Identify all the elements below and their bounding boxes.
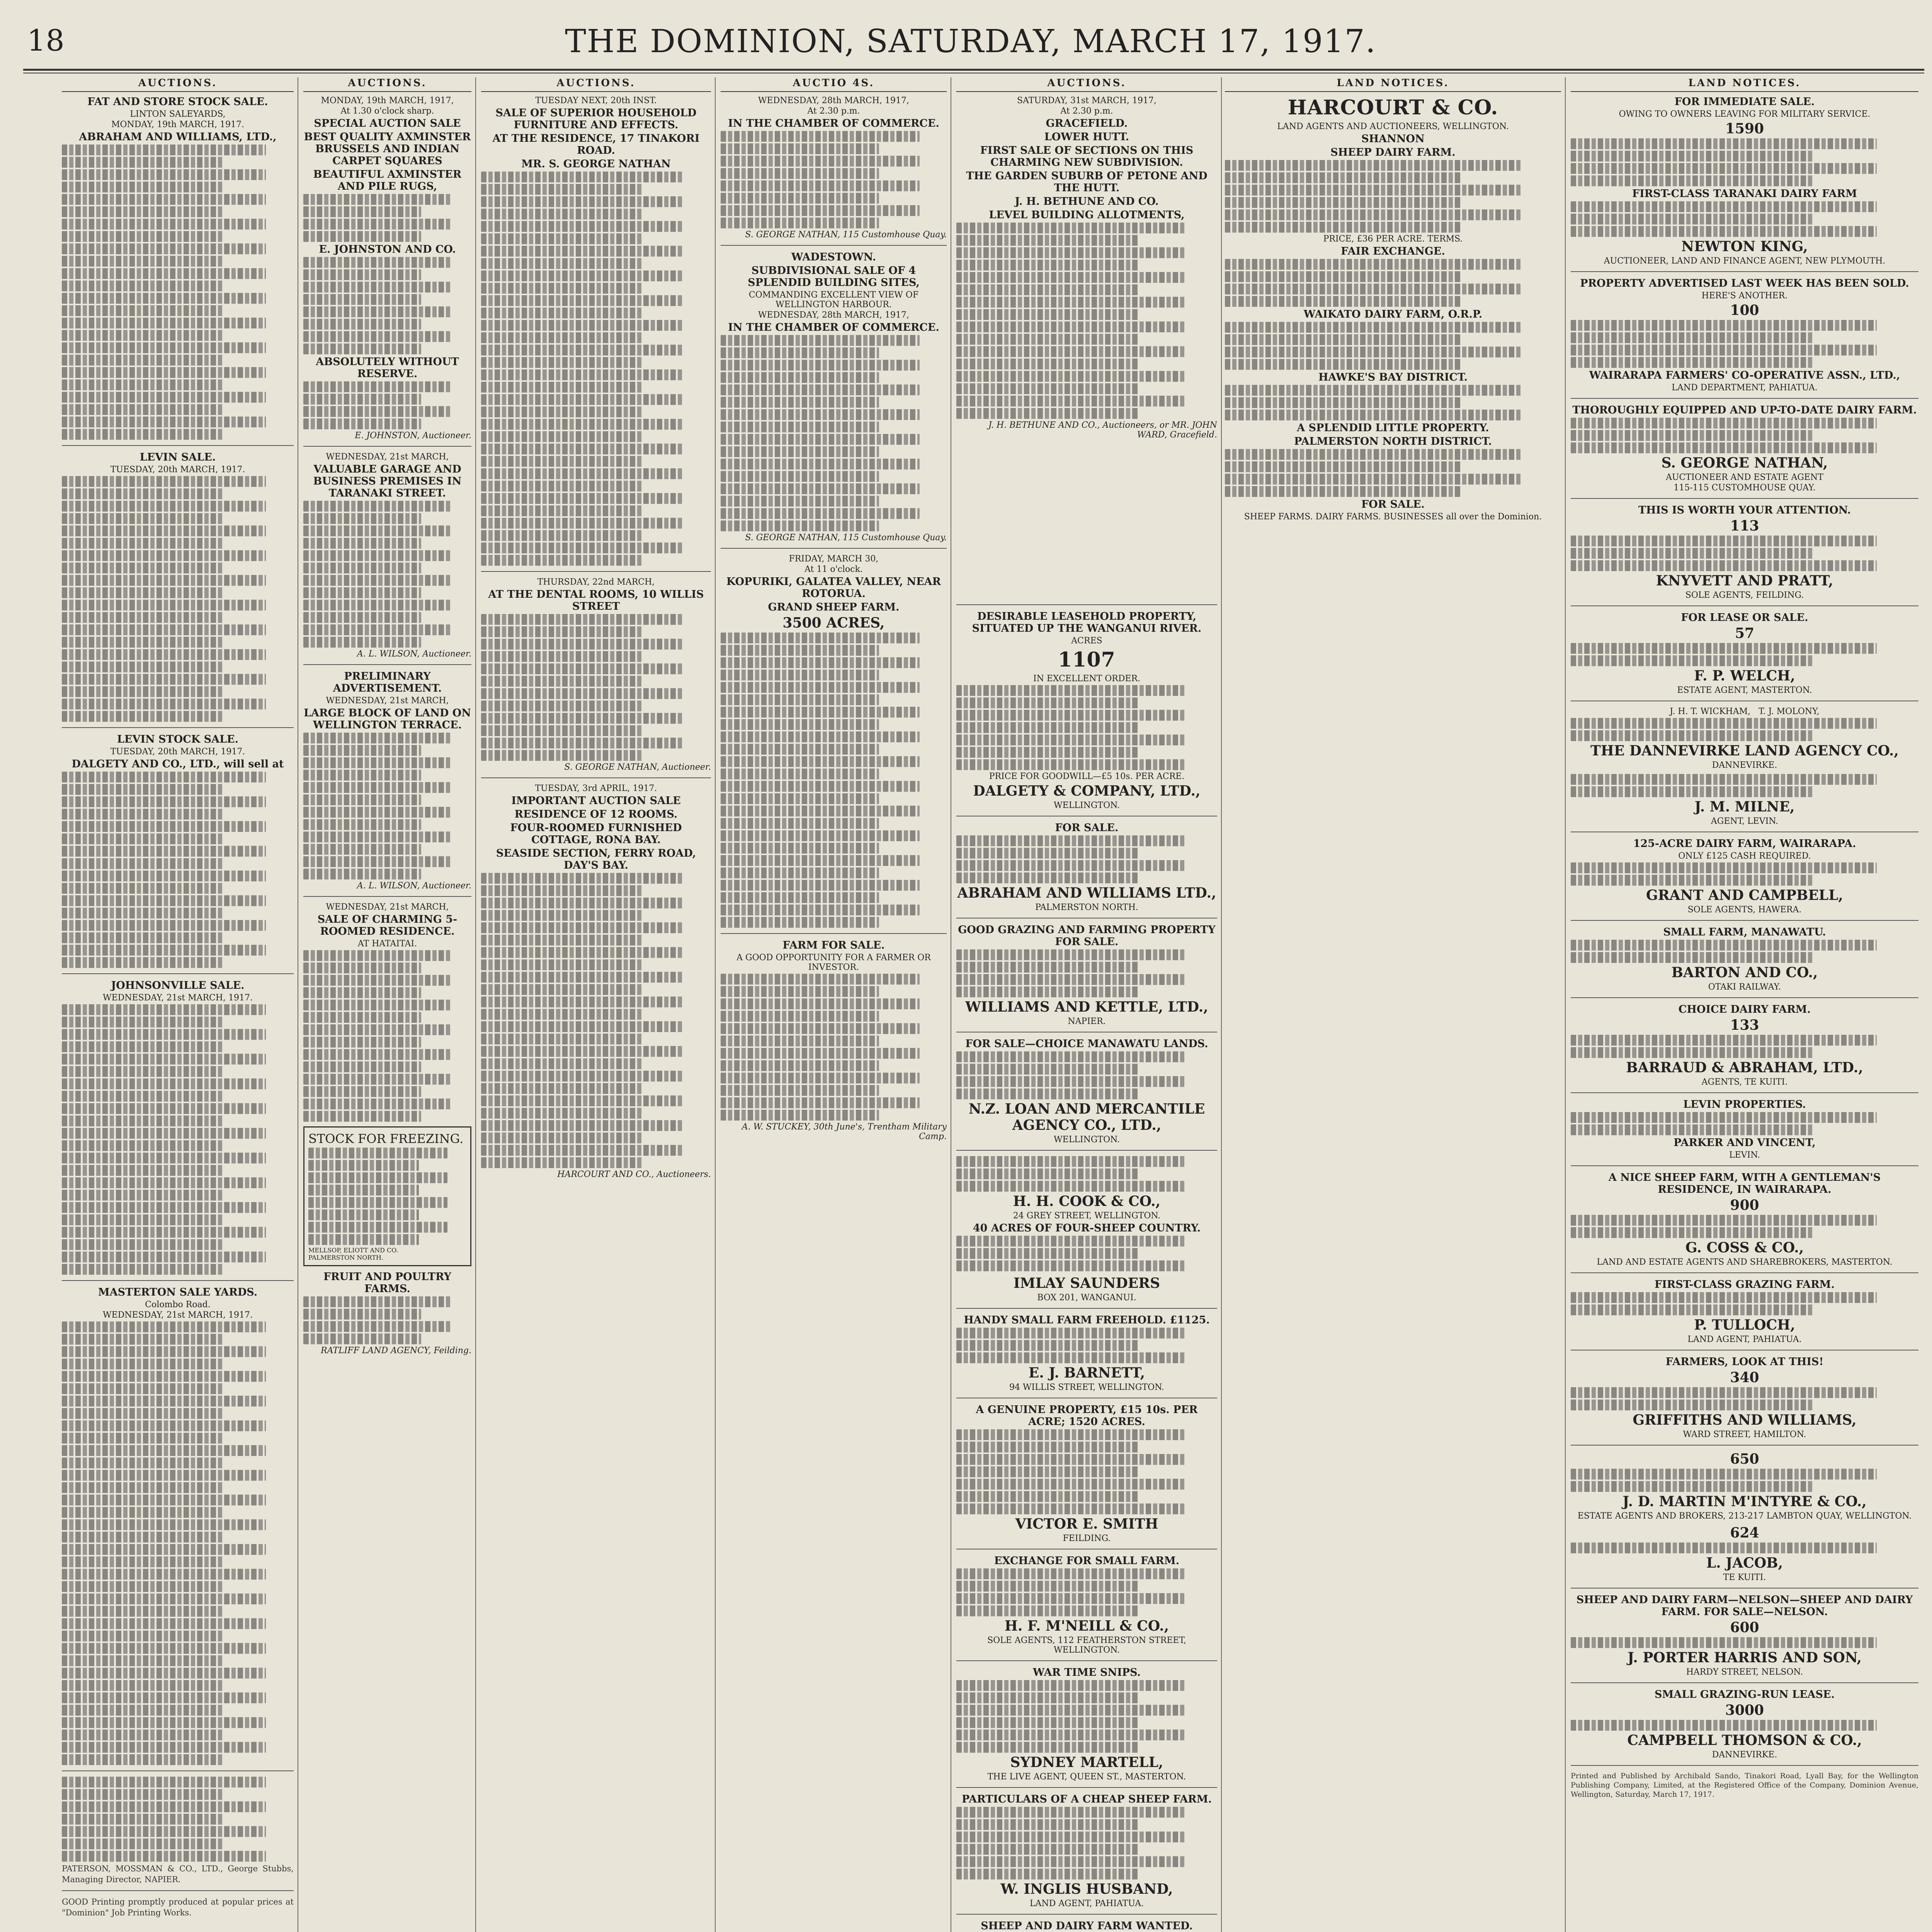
ad-imlay-saunders: IMLAY SAUNDERS BOX 201, WANGANUI.	[1013, 1275, 1160, 1303]
ad-sure-fortune: PATERSON, MOSSMAN & CO., LTD., George Stubbs, Managing Director, NAPIER.	[62, 1777, 294, 1885]
column-auctions-3	[481, 77, 711, 1932]
ad-fruit-poultry: FRUIT AND POULTRY FARMS. RATLIFF LAND AGENCY, Feilding.	[303, 1271, 471, 1355]
imprint: Printed and Published by Archibald Sando, Tinakori Road, Lyall Bay, for the Wellington Publishing Company, Limited, at the Registered Office of the Company, Dominion Avenue, Wellington, Saturday, March 17, 1917.	[1571, 1772, 1918, 1799]
ad-household-furniture: TUESDAY NEXT, 20th INST. SALE OF SUPERIOR HOUSEHOLD FURNITURE AND EFFECTS. AT THE RESIDENCE, 17 TINAKORI ROAD. MR. S. GEORGE NATHAN	[481, 96, 711, 566]
ad-carpet-sale: MONDAY, 19th MARCH, 1917, At 1.30 o'clock sharp. SPECIAL AUCTION SALE BEST QUALITY AXMINSTER BRUSSELS AND INDIAN CARPET SQUARES BEAUTIFUL AXMINSTER AND PILE RUGS, E. JOHNSTON AND CO. ABSOLUTELY WITHOUT RESERVE. E. JOHNSTON, Auctioneer.	[304, 96, 471, 440]
ad-inglis-husband: PARTICULARS OF A CHEAP SHEEP FARM. W. INGLIS HUSBAND, LAND AGENT, PAHIATUA.	[956, 1793, 1217, 1908]
ad-knyvett-pratt: THIS IS WORTH YOUR ATTENTION. 113 KNYVETT AND PRATT, SOLE AGENTS, FEILDING.	[1571, 504, 1918, 600]
ad-orbell: SHEEP AND DAIRY FARM WANTED.	[981, 1920, 1193, 1932]
column-heading: AUCTIONS.	[956, 77, 1217, 92]
ad-fat-store-stock-sale: FAT AND STORE STOCK SALE. LINTON SALEYARDS, MONDAY, 19th MARCH, 1917. ABRAHAM AND WILLIAMS, LTD.,	[62, 96, 294, 440]
column-divider	[475, 77, 476, 1932]
ad-dannevirke-land: J. H. T. WICKHAM, T. J. MOLONY, THE DANNEVIRKE LAND AGENCY CO., DANNEVIRKE.	[1571, 707, 1918, 770]
ad-porter-harris: SHEEP AND DAIRY FARM—NELSON—SHEEP AND DAIRY FARM. FOR SALE—NELSON. 600 J. PORTER HARRIS AND SON, HARDY STREET, NELSON.	[1571, 1594, 1918, 1677]
ad-parker-vincent: LEVIN PROPERTIES. PARKER AND VINCENT, LEVIN.	[1571, 1099, 1918, 1160]
column-land-notices-harcourt	[1225, 77, 1561, 1932]
masthead-rule	[23, 69, 1924, 71]
ad-barraud-abraham: CHOICE DAIRY FARM. 133 BARRAUD & ABRAHAM, LTD., AGENTS, TE KUITI.	[1571, 1003, 1918, 1087]
ad-jm-milne: J. M. MILNE, AGENT, LEVIN.	[1571, 774, 1918, 826]
ad-wadestown: WADESTOWN. SUBDIVISIONAL SALE OF 4 SPLENDID BUILDING SITES, COMMANDING EXCELLENT VIEW OF WELLINGTON HARBOUR. WEDNESDAY, 28th MARCH, 1917, IN THE CHAMBER OF COMMERCE. S. GEORGE NATHAN, 115 Customhouse Quay.	[721, 251, 947, 543]
ad-coss: A NICE SHEEP FARM, WITH A GENTLEMAN'S RESIDENCE, IN WAIRARAPA. 900 G. COSS & CO., LAND AND ESTATE AGENTS AND SHAREBROKERS, MASTERTON.	[1571, 1172, 1918, 1267]
ad-hataitai-residence: WEDNESDAY, 21st MARCH, SALE OF CHARMING 5-ROOMED RESIDENCE. AT HATAITAI.	[303, 902, 471, 1122]
ad-fp-welch: FOR LEASE OR SALE. 57 F. P. WELCH, ESTATE AGENT, MASTERTON.	[1571, 612, 1918, 695]
column-divider	[715, 77, 716, 1932]
column-land-notices-1	[956, 599, 1217, 1932]
ad-chamber-of-commerce: WEDNESDAY, 28th MARCH, 1917, At 2.30 p.m. IN THE CHAMBER OF COMMERCE. S. GEORGE NATHAN, 115 Customhouse Quay.	[721, 96, 947, 240]
column-divider	[1565, 77, 1566, 1932]
ad-martin-mintyre: 650 J. D. MARTIN M'INTYRE & CO., ESTATE AGENTS AND BROKERS, 213-217 LAMBTON QUAY, WELLINGTON.	[1571, 1451, 1918, 1521]
ad-harcourt: HARCOURT & CO. LAND AGENTS AND AUCTIONEERS, WELLINGTON. SHANNON SHEEP DAIRY FARM. PRICE, £36 PER ACRE. TERMS. FAIR EXCHANGE. WAIKATO DAIRY FARM, O.R.P. HAWKE'S BAY DISTRICT. A SPLENDID LITTLE PROPERTY. PALMERSTON NORTH DISTRICT. FOR SALE. SHEEP FARMS. DAIRY FARMS. BUSINESSES all over the Dominion.	[1225, 96, 1561, 522]
ad-johnsonville-sale: JOHNSONVILLE SALE. WEDNESDAY, 21st MARCH, 1917.	[62, 980, 294, 1275]
column-heading: AUCTIONS.	[62, 77, 294, 92]
ad-williams-kettle: GOOD GRAZING AND FARMING PROPERTY FOR SALE. WILLIAMS AND KETTLE, LTD., NAPIER.	[956, 924, 1217, 1026]
ad-george-nathan: THOROUGHLY EQUIPPED AND UP-TO-DATE DAIRY FARM. S. GEORGE NATHAN, AUCTIONEER AND ESTATE AGENT 115-115 CUSTOMHOUSE QUAY.	[1571, 404, 1918, 493]
column-land-notices-2	[1571, 77, 1918, 1932]
column-heading: AUCTIONS.	[481, 77, 711, 92]
ad-griffiths-williams: FARMERS, LOOK AT THIS! 340 GRIFFITHS AND WILLIAMS, WARD STREET, HAMILTON.	[1571, 1356, 1918, 1439]
ad-dental-rooms: THURSDAY, 22nd MARCH, AT THE DENTAL ROOMS, 10 WILLIS STREET S. GEORGE NATHAN, Auctioneer.	[481, 577, 711, 772]
ad-ej-barnett: HANDY SMALL FARM FREEHOLD. £1125. E. J. BARNETT, 94 WILLIS STREET, WELLINGTON.	[956, 1314, 1217, 1392]
ad-nz-loan: FOR SALE—CHOICE MANAWATU LANDS. N.Z. LOAN AND MERCANTILE AGENCY CO., LTD., WELLINGTON.	[956, 1038, 1217, 1145]
ad-residence-12-rooms: TUESDAY, 3rd APRIL, 1917. IMPORTANT AUCTION SALE RESIDENCE OF 12 ROOMS. FOUR-ROOMED FURNISHED COTTAGE, RONA BAY. SEASIDE SECTION, FERRY ROAD, DAY'S BAY. HARCOURT AND CO., Auctioneers.	[481, 784, 711, 1179]
ad-farm-for-sale: FARM FOR SALE. A GOOD OPPORTUNITY FOR A FARMER OR INVESTOR. A. W. STUCKEY, 30th June's, Trentham Military Camp.	[721, 939, 947, 1141]
page-title: THE DOMINION, SATURDAY, MARCH 17, 1917.	[565, 23, 1376, 60]
column-heading: LAND NOTICES.	[1571, 77, 1918, 92]
column-divider	[1221, 77, 1222, 1932]
column-heading: AUCTIONS.	[303, 77, 471, 92]
ad-sydney-martell: WAR TIME SNIPS. SYDNEY MARTELL, THE LIVE AGENT, QUEEN ST., MASTERTON.	[956, 1667, 1217, 1782]
ad-dalgety-leasehold: DESIRABLE LEASEHOLD PROPERTY, SITUATED UP THE WANGANUI RIVER. ACRES 1107 IN EXCELLENT ORDER. PRICE FOR GOODWILL—£5 10s. PER ACRE. DALGETY & COMPANY, LTD., WELLINGTON.	[956, 611, 1217, 810]
ad-levin-stock-sale: LEVIN STOCK SALE. TUESDAY, 20th MARCH, 1917. DALGETY AND CO., LTD., will sell at	[62, 733, 294, 968]
ad-hf-mneill: EXCHANGE FOR SMALL FARM. H. F. M'NEILL & CO., SOLE AGENTS, 112 FEATHERSTON STREET, WELLINGTON.	[956, 1555, 1217, 1655]
ad-tulloch: FIRST-CLASS GRAZING FARM. P. TULLOCH, LAND AGENT, PAHIATUA.	[1571, 1279, 1918, 1344]
column-auctions-2	[303, 77, 471, 1932]
ad-levin-sale: LEVIN SALE. TUESDAY, 20th MARCH, 1917.	[62, 451, 294, 722]
ad-galatea-sheep-farm: FRIDAY, MARCH 30, At 11 o'clock. KOPURIKI, GALATEA VALLEY, NEAR ROTORUA. GRAND SHEEP FARM. 3500 ACRES,	[721, 554, 947, 928]
ad-l-jacob: 624 L. JACOB, TE KUITI.	[1571, 1525, 1918, 1582]
ad-masterton-sale-yards: MASTERTON SALE YARDS. Colombo Road. WEDNESDAY, 21st MARCH, 1917.	[62, 1286, 294, 1765]
column-auctions-1	[62, 77, 294, 1932]
column-heading: LAND NOTICES.	[1225, 77, 1561, 92]
column-heading: AUCTIO 4S.	[721, 77, 947, 92]
ad-hh-cook-small: H. H. COOK & CO., 24 GREY STREET, WELLINGTON. 40 ACRES OF FOUR-SHEEP COUNTRY.	[956, 1156, 1217, 1271]
ad-grant-campbell: 125-ACRE DAIRY FARM, WAIRARAPA. ONLY £125 CASH REQUIRED. GRANT AND CAMPBELL, SOLE AGENTS, HAWERA.	[1571, 838, 1918, 915]
masthead	[0, 15, 1932, 66]
ad-preliminary: PRELIMINARY ADVERTISEMENT. WEDNESDAY, 21st MARCH, LARGE BLOCK OF LAND ON WELLINGTON TERRACE. A. L. WILSON, Auctioneer.	[304, 670, 471, 891]
ad-stock-for-freezing: STOCK FOR FREEZING. MELLSOP, ELIOTT AND CO. PALMERSTON NORTH.	[303, 1126, 471, 1266]
column-auctions-4	[721, 77, 947, 1932]
page-number: 18	[27, 23, 65, 58]
ad-job-printing: GOOD Printing promptly produced at popular prices at "Dominion" Job Printing Works.	[62, 1897, 294, 1917]
ad-victor-smith: A GENUINE PROPERTY, £15 10s. PER ACRE; 1520 ACRES. VICTOR E. SMITH FEILDING.	[956, 1404, 1217, 1543]
ad-abraham-williams: FOR SALE. ABRAHAM AND WILLIAMS LTD., PALMERSTON NORTH.	[956, 822, 1217, 912]
ad-wairarapa-farmers: PROPERTY ADVERTISED LAST WEEK HAS BEEN SOLD. HERE'S ANOTHER. 100 WAIRARAPA FARMERS' CO-OPERATIVE ASSN., LTD., LAND DEPARTMENT, PAHIATUA.	[1571, 277, 1918, 393]
ad-garage-premises: WEDNESDAY, 21st MARCH, VALUABLE GARAGE AND BUSINESS PREMISES IN TARANAKI STREET. A. L. WILSON, Auctioneer.	[303, 452, 471, 659]
ad-newton-king: FOR IMMEDIATE SALE. OWING TO OWNERS LEAVING FOR MILITARY SERVICE. 1590 FIRST-CLASS TARANAKI DAIRY FARM NEWTON KING, AUCTIONEER, LAND AND FINANCE AGENT, NEW PLYMOUTH.	[1571, 96, 1918, 266]
ad-gracefield-sections: SATURDAY, 31st MARCH, 1917, At 2.30 p.m. GRACEFIELD. LOWER HUTT. FIRST SALE OF SECTIONS ON THIS CHARMING NEW SUBDIVISION. THE GARDEN SUBURB OF PETONE AND THE HUTT. J. H. BETHUNE AND CO. LEVEL BUILDING ALLOTMENTS, J. H. BETHUNE AND CO., Auctioneers, or MR. JOHN WARD, Gracefield.	[956, 96, 1217, 440]
ad-barton: SMALL FARM, MANAWATU. BARTON AND CO., OTAKI RAILWAY.	[1571, 926, 1918, 992]
ad-campbell-thomson: SMALL GRAZING-RUN LEASE. 3000 CAMPBELL THOMSON & CO., DANNEVIRKE.	[1571, 1689, 1918, 1760]
